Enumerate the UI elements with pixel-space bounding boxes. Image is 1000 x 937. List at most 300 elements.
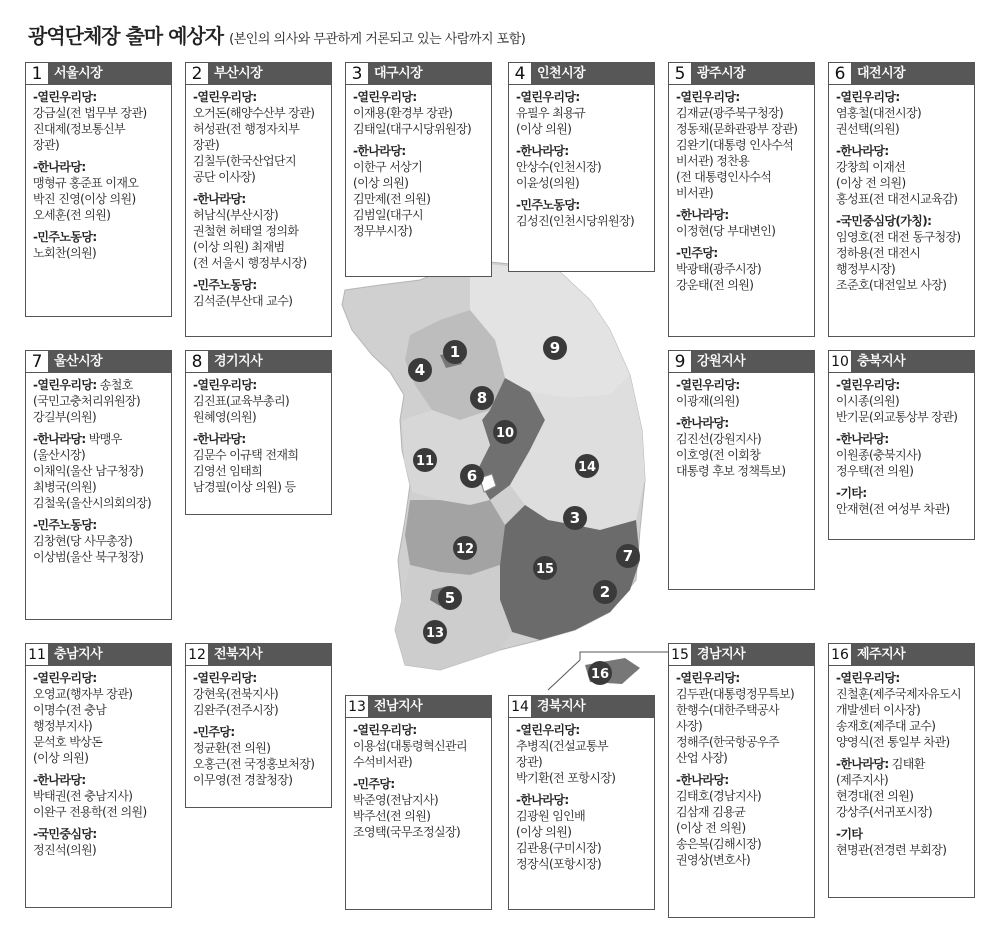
candidate-line: 허성관(전 행정자치부: [193, 122, 300, 136]
title-main: 광역단체장 출마 예상자: [28, 24, 224, 48]
region-name: 경기지사: [214, 354, 263, 369]
map-marker-12: [453, 536, 477, 560]
candidate-line: 권철현 허태열 정의화: [193, 224, 299, 238]
region-name: 강원지사: [697, 354, 746, 369]
party-group: [836, 756, 969, 820]
party-label: -열린우리당:: [676, 378, 740, 392]
region-header: [186, 63, 331, 85]
party-group: [676, 670, 809, 766]
party-label: -열린우리당: 송철호: [33, 378, 133, 392]
candidate-line: 비서관): [676, 186, 714, 200]
candidate-line: 권선택(의원): [836, 122, 900, 136]
region-number: 16: [829, 644, 852, 666]
region-number: 9: [669, 351, 692, 373]
candidate-line: 권영상(변호사): [676, 853, 751, 867]
region-box-15: [668, 643, 815, 918]
candidate-line: 오홍근(전 국정홍보처장): [193, 757, 315, 771]
party-group: [676, 245, 809, 293]
party-label: -한나라당: 김태환: [836, 757, 925, 771]
party-group: [193, 724, 326, 788]
candidate-line: 정진석(의원): [33, 843, 97, 857]
party-group: [676, 415, 809, 479]
region-name: 경북지사: [537, 699, 586, 714]
party-group: [516, 143, 649, 191]
map-marker-16: [588, 661, 612, 685]
region-box-16: [828, 643, 975, 898]
candidate-line: 맹형규 홍준표 이재오: [33, 176, 139, 190]
party-label: -민주노동당:: [193, 278, 257, 292]
candidate-line: (국민고충처리위원장): [33, 394, 141, 408]
candidate-line: 김만제(전 의원): [353, 192, 431, 206]
candidate-line: 강금실(전 법무부 장관): [33, 106, 147, 120]
candidate-line: 김진선(강원지사): [676, 432, 762, 446]
candidate-line: (이상 의원) 최재범: [193, 240, 285, 254]
region-header: [669, 351, 814, 373]
map-marker-label: 8: [476, 389, 488, 407]
party-group: [836, 377, 969, 425]
party-label: -한나라당:: [676, 208, 729, 222]
party-label: -열린우리당:: [676, 671, 740, 685]
party-group: [193, 670, 326, 718]
candidate-line: 김완기(대통령 인사수석: [676, 138, 794, 152]
candidate-line: (이상 전 의원): [836, 176, 906, 190]
party-group: [516, 792, 649, 872]
map-shapes: [342, 260, 668, 690]
candidate-line: 정균환(전 의원): [193, 741, 271, 755]
party-label: -열린우리당:: [193, 671, 257, 685]
page-title: [28, 20, 525, 49]
region-name: 대전시장: [857, 66, 906, 81]
party-label: -한나라당:: [676, 416, 729, 430]
party-label: -열린우리당:: [836, 90, 900, 104]
region-number: 2: [186, 63, 209, 85]
map-marker-label: 5: [444, 589, 456, 607]
candidate-line: 양영식(전 통일부 차관): [836, 735, 950, 749]
map-marker-8: [470, 386, 494, 410]
party-label: -한나라당:: [676, 773, 729, 787]
candidate-line: 오거돈(해양수산부 장관): [193, 106, 315, 120]
region-box-1: [25, 62, 172, 317]
candidate-list: [829, 373, 974, 527]
region-name: 제주지사: [857, 647, 906, 662]
candidate-list: [829, 666, 974, 868]
candidate-line: 진철훈(제주국제자유도시: [836, 687, 961, 701]
candidate-line: 조준호(대전일보 사장): [836, 278, 947, 292]
candidate-line: (이상 의원): [516, 825, 572, 839]
region-box-5: [668, 62, 815, 337]
candidate-line: (제주지사): [836, 773, 889, 787]
candidate-list: [829, 85, 974, 303]
candidate-line: 조영택(국무조정실장): [353, 825, 461, 839]
region-name: 경남지사: [697, 647, 746, 662]
candidate-line: 김창현(당 사무총장): [33, 534, 133, 548]
candidate-line: 한행수(대한주택공사: [676, 703, 780, 717]
map-marker-2: [593, 580, 617, 604]
region-number: 8: [186, 351, 209, 373]
map-marker-label: 3: [569, 509, 581, 527]
candidate-line: 김완주(전주시장): [193, 703, 279, 717]
region-number: 15: [669, 644, 692, 666]
candidate-line: 김태호(경남지사): [676, 789, 762, 803]
region-name: 충남지사: [54, 647, 103, 662]
candidate-line: 박주선(전 의원): [353, 809, 431, 823]
party-label: -국민중심당(가칭):: [836, 214, 932, 228]
candidate-line: 이윤성(의원): [516, 176, 580, 190]
region-header: [26, 351, 171, 373]
candidate-line: 유필우 최용규: [516, 106, 586, 120]
region-box-12: [185, 643, 332, 808]
party-label: -열린우리당:: [193, 90, 257, 104]
party-group: [836, 89, 969, 137]
candidate-line: 강창희 이재선: [836, 160, 906, 174]
party-label: -열린우리당:: [836, 671, 900, 685]
candidate-line: 노회찬(의원): [33, 246, 97, 260]
region-number: 5: [669, 63, 692, 85]
candidate-line: 이완구 전용학(전 의원): [33, 805, 147, 819]
candidate-line: 송은복(김해시장): [676, 837, 762, 851]
candidate-line: 김영선 임태희: [193, 464, 263, 478]
candidate-line: 강현욱(전북지사): [193, 687, 279, 701]
map-marker-label: 1: [449, 343, 461, 361]
region-header: [669, 644, 814, 666]
party-group: [516, 89, 649, 137]
party-group: [836, 143, 969, 207]
candidate-list: [669, 85, 814, 303]
party-group: [33, 670, 166, 766]
candidate-line: 강길부(의원): [33, 410, 97, 424]
candidate-line: 김석준(부산대 교수): [193, 294, 293, 308]
map-marker-11: [413, 448, 437, 472]
candidate-line: 김문수 이규택 전재희: [193, 448, 299, 462]
region-header: [669, 63, 814, 85]
candidate-line: 개발센터 이사장): [836, 703, 921, 717]
candidate-line: 박태권(전 충남지사): [33, 789, 133, 803]
candidate-line: 이한구 서상기: [353, 160, 423, 174]
candidate-line: 이용섭(대통령혁신관리: [353, 739, 468, 753]
candidate-line: 장관): [33, 138, 60, 152]
region-number: 6: [829, 63, 852, 85]
party-group: [33, 431, 166, 511]
party-group: [33, 229, 166, 261]
party-group: [836, 826, 969, 858]
party-label: -열린우리당:: [353, 723, 417, 737]
map-marker-label: 2: [599, 583, 611, 601]
candidate-list: [669, 373, 814, 489]
party-label: -기타: [836, 827, 863, 841]
region-box-8: [185, 350, 332, 515]
map-marker-label: 16: [590, 667, 610, 682]
party-group: [836, 485, 969, 517]
region-name: 광주시장: [697, 66, 746, 81]
map-marker-label: 13: [425, 626, 445, 641]
party-label: -한나라당:: [353, 144, 406, 158]
candidate-line: 이원종(충북지사): [836, 448, 922, 462]
region-number: 4: [509, 63, 532, 85]
region-header: [509, 63, 654, 85]
region-header: [829, 351, 974, 373]
party-label: -민주당:: [676, 246, 718, 260]
party-group: [676, 772, 809, 868]
candidate-line: 정무부시장): [353, 224, 413, 238]
region-number: 11: [26, 644, 49, 666]
party-label: -한나라당:: [516, 793, 569, 807]
candidate-line: 이시종(의원): [836, 394, 900, 408]
map-marker-label: 6: [466, 467, 478, 485]
candidate-line: 비서관) 정찬용: [676, 154, 750, 168]
party-label: -한나라당:: [836, 144, 889, 158]
region-header: [829, 644, 974, 666]
candidate-line: (전 대통령인사수석: [676, 170, 772, 184]
candidate-line: 산업 사장): [676, 751, 728, 765]
party-label: -민주당:: [193, 725, 235, 739]
candidate-line: (이상 의원): [516, 122, 572, 136]
party-label: -열린우리당:: [33, 90, 97, 104]
map-marker-label: 15: [535, 562, 555, 577]
candidate-list: [669, 666, 814, 878]
party-group: [353, 722, 486, 770]
region-header: [26, 644, 171, 666]
party-group: [836, 213, 969, 293]
candidate-line: 김철욱(울산시의회의장): [33, 496, 152, 510]
region-box-13: [345, 695, 492, 910]
candidate-line: 원혜영(의원): [193, 410, 257, 424]
party-label: -한나라당:: [193, 192, 246, 206]
candidate-line: (이상 전 의원): [676, 821, 746, 835]
party-group: [193, 191, 326, 271]
region-box-9: [668, 350, 815, 590]
party-label: -한나라당:: [33, 160, 86, 174]
jeonbuk-area: [405, 500, 505, 575]
candidate-line: 정하용(전 대전시: [836, 246, 921, 260]
party-label: -기타:: [836, 486, 867, 500]
party-label: -민주노동당:: [33, 230, 97, 244]
candidate-line: 박진 진영(이상 의원): [33, 192, 136, 206]
region-box-10: [828, 350, 975, 540]
candidate-line: 반기문(외교통상부 장관): [836, 410, 958, 424]
jeju-leader-line: [548, 660, 580, 690]
region-header: [186, 351, 331, 373]
candidate-line: 정동채(문화관광부 장관): [676, 122, 798, 136]
candidate-line: (울산시장): [33, 448, 86, 462]
region-box-11: [25, 643, 172, 908]
candidate-line: 장관): [516, 755, 543, 769]
candidate-line: 김진표(교육부총리): [193, 394, 290, 408]
candidate-line: 박광태(광주시장): [676, 262, 762, 276]
party-label: -열린우리당:: [836, 378, 900, 392]
candidate-line: 최병국(의원): [33, 480, 97, 494]
candidate-list: [26, 85, 171, 271]
party-label: -열린우리당:: [676, 90, 740, 104]
party-label: -한나라당:: [193, 432, 246, 446]
map-marker-14: [575, 454, 599, 478]
region-number: 3: [346, 63, 369, 85]
region-box-14: [508, 695, 655, 910]
region-name: 충북지사: [857, 354, 906, 369]
candidate-line: 오세훈(전 의원): [33, 208, 111, 222]
party-label: -열린우리당:: [193, 378, 257, 392]
party-label: -열린우리당:: [33, 671, 97, 685]
candidate-line: 정장식(포항시장): [516, 857, 602, 871]
party-group: [516, 722, 649, 786]
party-group: [836, 431, 969, 479]
region-number: 10: [829, 351, 852, 373]
candidate-list: [509, 718, 654, 882]
candidate-line: 임영호(전 대전 동구청장): [836, 230, 961, 244]
map-marker-13: [423, 620, 447, 644]
party-group: [193, 277, 326, 309]
candidate-line: 홍성표(전 대전시교육감): [836, 192, 958, 206]
candidate-line: 이정현(당 부대변인): [676, 224, 776, 238]
map-marker-1: [443, 340, 467, 364]
party-group: [516, 197, 649, 229]
party-label: -한나라당:: [516, 144, 569, 158]
party-label: -열린우리당:: [353, 90, 417, 104]
region-box-4: [508, 62, 655, 272]
candidate-list: [186, 666, 331, 798]
candidate-line: 정해주(한국항공우주: [676, 735, 780, 749]
party-label: -민주노동당:: [516, 198, 580, 212]
region-name: 전북지사: [214, 647, 263, 662]
map-marker-7: [616, 544, 640, 568]
candidate-line: 강상주(서귀포시장): [836, 805, 933, 819]
candidate-line: 이무영(전 경찰청장): [193, 773, 293, 787]
party-group: [353, 89, 486, 137]
party-label: -민주당:: [353, 777, 395, 791]
candidate-line: 김광원 임인배: [516, 809, 586, 823]
region-name: 전남지사: [374, 699, 423, 714]
candidate-line: 행정부지사): [33, 719, 93, 733]
candidate-line: 이재용(환경부 장관): [353, 106, 453, 120]
candidate-list: [346, 85, 491, 249]
region-header: [829, 63, 974, 85]
candidate-line: 송재호(제주대 교수): [836, 719, 936, 733]
party-group: [33, 377, 166, 425]
candidate-line: 김태일(대구시당위원장): [353, 122, 472, 136]
candidate-line: 이명수(전 충남: [33, 703, 107, 717]
candidate-line: 이광재(의원): [676, 394, 740, 408]
candidate-line: 안상수(인천시장): [516, 160, 602, 174]
region-header: [509, 696, 654, 718]
party-group: [193, 431, 326, 495]
candidate-line: 현명관(전경련 부회장): [836, 843, 947, 857]
region-header: [346, 696, 491, 718]
party-group: [353, 776, 486, 840]
map-marker-10: [493, 420, 517, 444]
party-label: -한나라당: 박맹우: [33, 432, 122, 446]
map-marker-label: 12: [455, 542, 475, 557]
party-label: -한나라당:: [836, 432, 889, 446]
candidate-line: 안재현(전 여성부 차관): [836, 502, 950, 516]
map-marker-5: [438, 586, 462, 610]
party-label: -국민중심당:: [33, 827, 97, 841]
party-group: [676, 89, 809, 201]
candidate-line: 이채익(울산 남구청장): [33, 464, 144, 478]
candidate-line: 행정부시장): [836, 262, 896, 276]
map-marker-3: [563, 506, 587, 530]
party-group: [676, 377, 809, 409]
candidate-line: 이호영(전 이회창: [676, 448, 761, 462]
party-label: -열린우리당:: [516, 90, 580, 104]
map-marker-label: 11: [415, 454, 435, 469]
candidate-line: 대통령 후보 정책특보): [676, 464, 786, 478]
party-group: [193, 89, 326, 185]
party-group: [353, 143, 486, 239]
region-name: 인천시장: [537, 66, 586, 81]
region-box-2: [185, 62, 332, 337]
map-marker-label: 10: [495, 426, 515, 441]
candidate-line: 이상범(울산 북구청장): [33, 550, 144, 564]
candidate-line: (전 서울시 행정부시장): [193, 256, 307, 270]
candidate-line: 박기환(전 포항시장): [516, 771, 616, 785]
map-marker-4: [408, 358, 432, 382]
party-label: -한나라당:: [33, 773, 86, 787]
region-name: 대구시장: [374, 66, 423, 81]
candidate-line: 현경대(전 의원): [836, 789, 914, 803]
map-marker-15: [533, 556, 557, 580]
map-marker-label: 14: [577, 460, 597, 475]
candidate-list: [186, 85, 331, 319]
candidate-list: [346, 718, 491, 850]
candidate-list: [186, 373, 331, 505]
party-group: [193, 377, 326, 425]
map-marker-label: 4: [414, 361, 426, 379]
region-number: 13: [346, 696, 369, 718]
candidate-line: 정우택(전 의원): [836, 464, 914, 478]
region-number: 7: [26, 351, 49, 373]
region-name: 서울시장: [54, 66, 103, 81]
region-number: 12: [186, 644, 209, 666]
region-name: 부산시장: [214, 66, 263, 81]
candidate-line: 사장): [676, 719, 703, 733]
map-marker-label: 9: [549, 339, 561, 357]
jeonnam-area: [395, 565, 512, 670]
party-group: [836, 670, 969, 750]
region-header: [346, 63, 491, 85]
candidate-line: 김칠두(한국산업단지: [193, 154, 297, 168]
map-marker-6: [460, 464, 484, 488]
korea-map: [330, 250, 670, 710]
region-box-6: [828, 62, 975, 337]
candidate-line: 남경필(이상 의원) 등: [193, 480, 296, 494]
candidate-line: 김두관(대통령정무특보): [676, 687, 795, 701]
candidate-line: 허남식(부산시장): [193, 208, 279, 222]
region-header: [186, 644, 331, 666]
candidate-line: 김범일(대구시: [353, 208, 424, 222]
map-marker-label: 7: [622, 547, 634, 565]
party-group: [33, 772, 166, 820]
map-marker-9: [543, 336, 567, 360]
party-label: -민주노동당:: [33, 518, 97, 532]
candidate-list: [26, 373, 171, 575]
candidate-line: 김삼재 김용균: [676, 805, 746, 819]
candidate-line: 수석비서관): [353, 755, 413, 769]
candidate-list: [26, 666, 171, 868]
region-header: [26, 63, 171, 85]
region-name: 울산시장: [54, 354, 103, 369]
candidate-line: 김재균(광주북구청장): [676, 106, 784, 120]
region-box-7: [25, 350, 172, 620]
candidate-line: 오영교(행자부 장관): [33, 687, 133, 701]
candidate-line: 공단 이사장): [193, 170, 256, 184]
party-group: [33, 517, 166, 565]
candidate-line: 김관용(구미시장): [516, 841, 602, 855]
candidate-line: 진대제(정보통신부: [33, 122, 126, 136]
candidate-line: 추병직(건설교통부: [516, 739, 609, 753]
candidate-line: 문석호 박상돈: [33, 735, 103, 749]
region-number: 1: [26, 63, 49, 85]
party-group: [33, 159, 166, 223]
party-group: [33, 89, 166, 153]
